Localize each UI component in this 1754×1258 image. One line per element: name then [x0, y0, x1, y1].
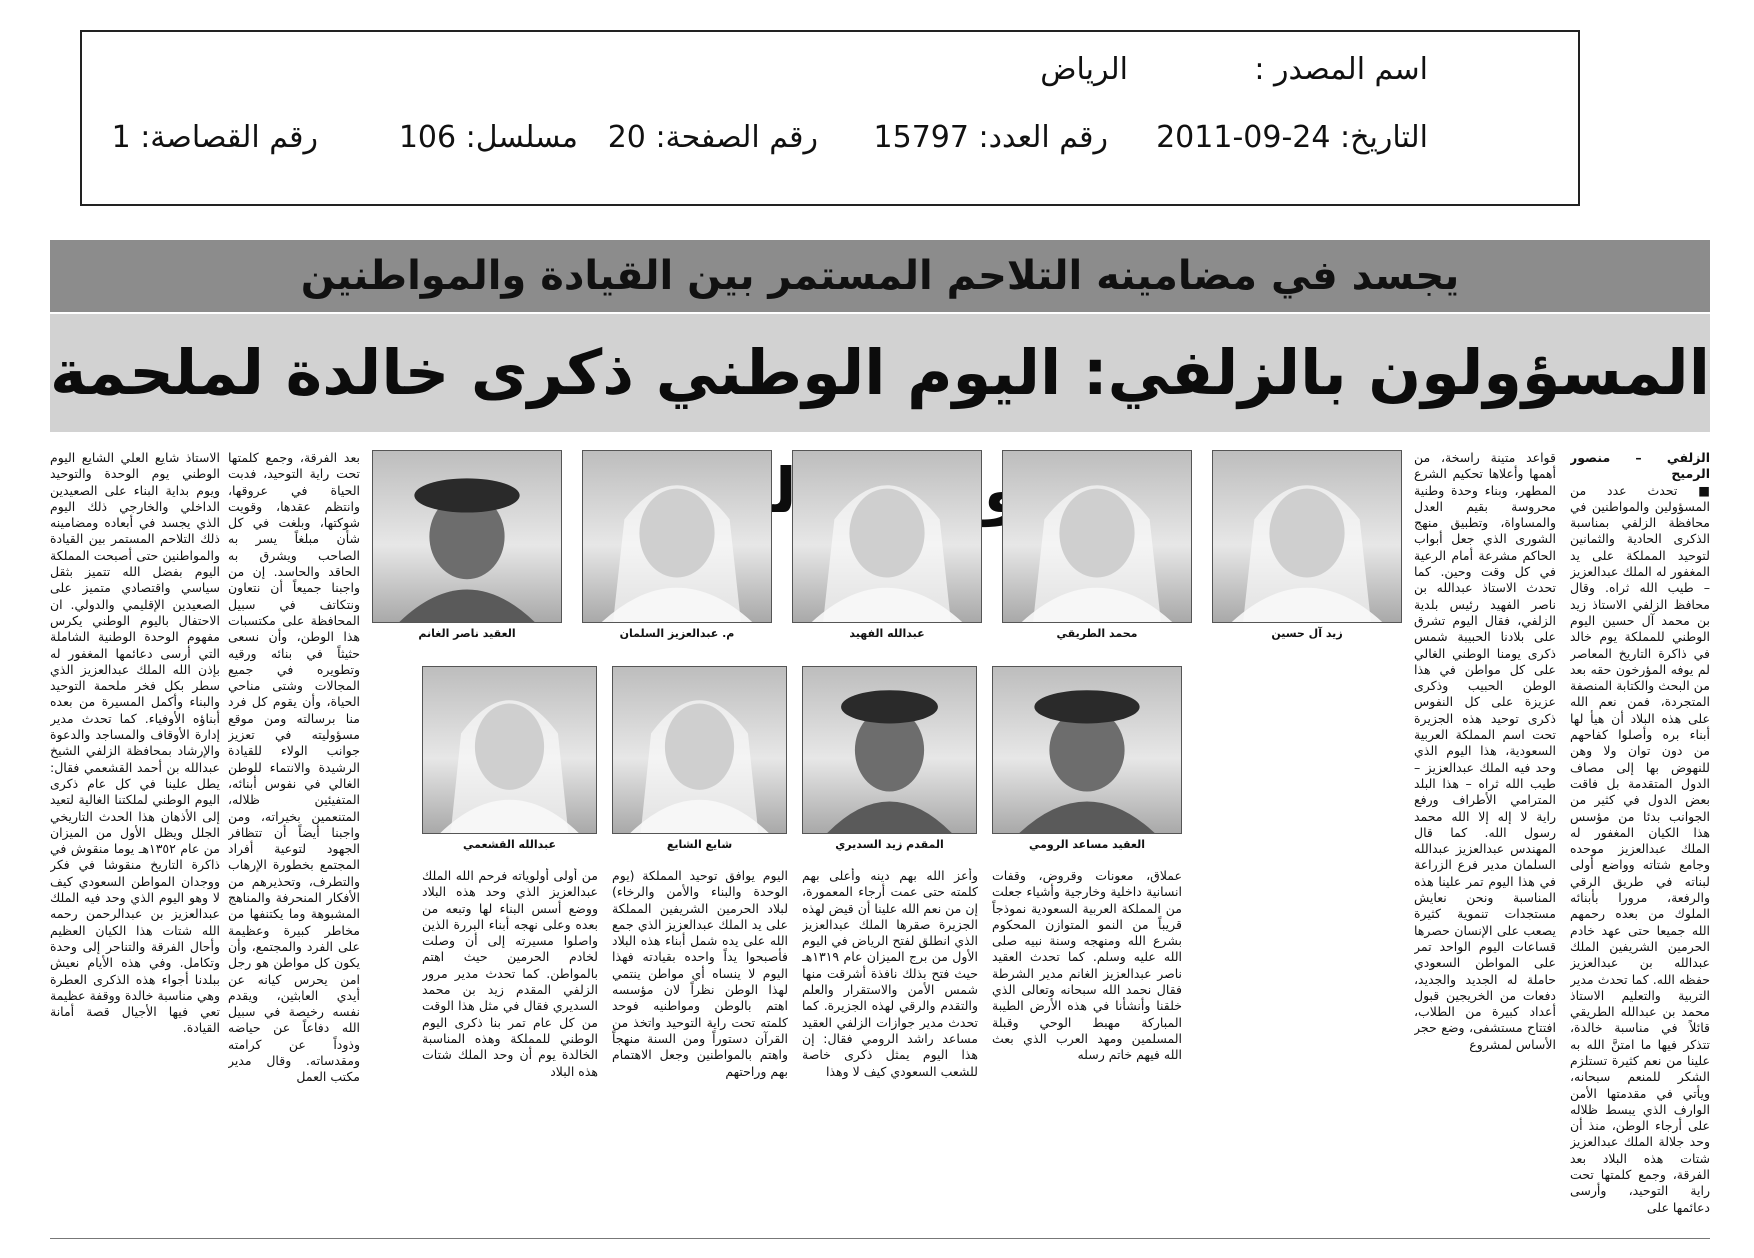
article-column-left-2 [228, 450, 360, 1236]
photo-caption: م. عبدالعزيز السلمان [619, 627, 735, 640]
column-text: ■ تحدث عدد من المسؤولين والمواطنين في محافظة الزلفي بمناسبة الذكرى الحادية والثمانين لتوحيد المملكة على يد المغفور له الملك عبدالعزيز – طيب الله ثراه. وقال محافظ الزلفي الاستاذ زيد بن محمد آل حسين اليوم الوطني للمملكة يوم خالد في ذاكرة التاريخ المعاصر لم يوفه المؤرخون حقه بعد من البحث والكتابة المنصفة المتجردة، فمن نعم الله على هذه البلاد أن هيأ لها أبناء بره وأصلوا كفاحهم من دون توان ولا وهن للنهوض بها إلى مصاف الدول المتقدمة بل فاقت بعض الدول في كثير من الجوانب بدئا من مؤسس هذا الكيان المغفور له الملك عبدالعزيز موحده وجامع شتاته وواضع أولى لبناته في طريق الرقي والرفعة، مرورا بأبنائه الملوك من بعده رحمهم الله جميعا حتى عهد خادم الحرمين الشريفين الملك عبدالله بن عبدالعزيز حفظه الله. كما تحدث مدير التربية والتعليم الاستاذ محمد بن عبدالله الطريقي قائلاً في مناسبة خالدة، تتذكر فيها ما امتنَّ الله به علينا من نعم كثيرة تستلزم الشكر للمنعم سبحانه، ويأتي في مقدمتها الأمن الوارف الذي يبسط ظلاله على أرجاء الوطن، منذ أن وحد جلالة الملك عبدالعزيز شتات هذه البلاد بعد الفرقة، وجمع كلمتها تحت راية التوحيد، وأرسى دعائمها على [1570, 482, 1710, 1215]
photo-caption: العقيد مساعد الرومي [1028, 838, 1146, 851]
portrait-photo [802, 666, 977, 856]
serial-field: مسلسل: 106 [398, 120, 578, 155]
kicker-text: يجسد في مضامينه التلاحم المستمر بين القيادة والمواطنين [300, 253, 1460, 299]
portrait-image [372, 450, 562, 623]
portrait-image [992, 666, 1182, 834]
headline-text: المسؤولون بالزلفي: اليوم الوطني ذكرى خالدة لملحمة التوحيد [50, 336, 1710, 527]
column-text: من أولى أولوياته فرحم الله الملك عبدالعزيز الذي وحد هذه البلاد ووضع أسس البناء لها وتبعه من بعده وعلى نهجه أبناء البررة الذين واصلوا مسيرته إلى أن وصلت لخادم الحرمين حيث اهتم بالمواطن. كما تحدث مدير مرور الزلفي المقدم زيد بن محمد السديري فقال في مثل هذا الوقت من كل عام تمر بنا ذكرى اليوم الوطني للمملكة وهذه المناسبة الخالدة يوم أن وحد الملك شتات هذه البلاد [422, 868, 598, 1079]
article-column-bottom-3 [612, 868, 788, 1236]
article-column-bottom-1 [992, 868, 1182, 1236]
portrait-photo [372, 450, 562, 645]
photo-caption: عبدالله القشعمي [463, 838, 556, 851]
article-column-right-1 [1570, 450, 1710, 1236]
source-value: الرياض [1040, 52, 1128, 87]
bottom-rule [50, 1238, 1710, 1239]
column-text: بعد الفرقة، وجمع كلمتها تحت راية التوحيد، فدبت الحياة في عروقها، وانتظم عقدها، وقويت شوكتها، وبلغت في كل شأن مبلغاً يسر به الصاحب ويشرق به الحاقد والحاسد. إن من واجبنا جميعاً أن نتعاون ونتكاتف في سبيل المحافظة على مكتسبات هذا الوطن، وأن نسعى حثيثاً في بنائه ورقيه وتطويره في جميع المجالات وشتى مناحي الحياة، وأن يقوم كل فرد منا برسالته ومن موقع مسؤوليته في تعزيز جوانب الولاء للقيادة الرشيدة والانتماء للوطن الغالي في نفوس أبنائه، المتفيئين ظلاله، المتنعمين بخيراته، ومن واجبنا أيضاً أن تتظافر الجهود لتوعية أفراد المجتمع بخطورة الإرهاب والتطرف، وتحذيرهم من الأفكار المنحرفة والمناهج المشبوهة وما يكتنفها من مخاطر كبيرة وعظيمة على الفرد والمجتمع، وأن يكون كل مواطن هو رجل امن يحرس كيانه عن أيدي العابثين، ويقدم نفسه رخيصة في سبيل الله دفاعاً عن حياضه وذوداً عن كرامته ومقدساته. وقال مدير مكتب العمل [228, 450, 360, 1085]
portrait-photo [422, 666, 597, 856]
photo-caption: زيد آل حسين [1271, 627, 1343, 640]
portrait-photo [1002, 450, 1192, 645]
column-text: قواعد متينة راسخة، من أهمها وأعلاها تحكيم الشرع المطهر، وبناء وحدة وطنية محروسة بقيم العدل والمساواة، وتطبيق منهج الشورى الذي جعل أبواب الحاكم مشرعة أمام الرعية في كل وقت وحين. كما تحدث الاستاذ عبدالله بن ناصر الفهيد رئيس بلدية الزلفي، فقال اليوم تشرق على بلادنا الحبيبة شمس ذكرى يومنا الوطني الغالي على كل مواطن في هذا الوطن الحبيب وذكرى عزيزة على كل النفوس ذكرى توحيد هذه الجزيرة تحت اسم المملكة العربية السعودية، هذا اليوم الذي وحد فيه الملك عبدالعزيز – طيب الله ثراه – هذا البلد المترامي الأطراف ورفع راية لا إله إلا الله محمد رسول الله. كما قال المهندس عبدالعزيز عبدالله السلمان مدير فرع الزراعة في هذا اليوم تمر علينا هذه المناسبة ونحن نعايش مستجدات تنموية كثيرة يصعب على الإنسان حصرها قساعات اليوم الواحد تمر على المواطن السعودي حاملة له الجديد والجديد، دفعات من الخريجين قبول أعداد كبيرة من الطلاب، افتتاح مستشفى، وضع حجر الأساس لمشروع [1414, 450, 1556, 1052]
portrait-image [792, 450, 982, 623]
byline: الزلفي – منصور الرميح [1570, 450, 1710, 482]
photo-caption: المقدم زيد السديري [835, 838, 944, 851]
photo-caption: العقيد ناصر الغانم [418, 627, 516, 640]
article-column-right-2 [1414, 450, 1556, 1236]
portrait-image [422, 666, 597, 834]
column-text: وأعز الله بهم دينه وأعلى بهم كلمته حتى عمت أرجاء المعمورة، إن من نعم الله علينا أن قيض لهذه الجزيرة صقرها الملك عبدالعزيز الذي انطلق لفتح الرياض في اليوم الأول من برج الميزان عام ١٣١٩هـ حيث فتح بذلك نافذة أشرقت منها شمس الأمن والاستقرار والعلم والتقدم والرقي لهذه الجزيرة. كما تحدث مدير جوازات الزلفي العقيد مساعد راشد الرومي فقال: إن هذا اليوم يمثل ذكرى خاصة للشعب السعودي كيف لا وهذا [802, 868, 978, 1079]
kicker-banner [50, 240, 1710, 312]
portrait-photo [582, 450, 772, 645]
photo-caption: عبدالله الفهيد [849, 627, 925, 640]
column-text: الاستاذ شايع العلي الشايع اليوم الوطني يوم الوحدة والتوحيد ويوم بداية البناء على الصعيدين الداخلي والخارجي ذلك اليوم الذي يجسد في أبعاده ومضامينه ذلك التلاحم المستمر بين القيادة والمواطنين حتى أصبحت المملكة اليوم بفضل الله تتميز بثقل سياسي واقتصادي متميز على الصعيدين الإقليمي والدولي. ان الاحتفال باليوم الوطني يكرس مفهوم الوحدة الوطنية الشاملة التي أرسى دعائمها المغفور له بإذن الله الملك عبدالعزيز الذي سطر بكل فخر ملحمة التوحيد والبناء وأكمل المسيرة من بعده أبناؤه الأوفياء. كما تحدث مدير إدارة الأوقاف والمساجد والدعوة والإرشاد بمحافظة الزلفي الشيخ عبدالله بن أحمد القشعمي فقال: يطل علينا في كل عام ذكرى اليوم الوطني لملكتنا الغالية لتعيد إلى الأذهان هذا الحدث التاريخي الجلل ويظل الأول من الميزان من عام ١٣٥٢هـ يوما منقوش في ذاكرة التاريخ منقوشا في فكر ووجدان المواطن السعودي كيف لا وهو اليوم الذي وحد فيه الملك عبدالعزيز بن عبدالرحمن رحمه الله شتات هذا الكيان العظيم وأحال الفرقة والتناحر إلى وحدة وتكامل. وفي هذه الأيام نعيش ببلدنا أجواء هذه الذكرى العطرة وهي مناسبة خالدة ووقفة عظيمة تعي فيها الأجيال قصة أمانة القيادة. [50, 450, 220, 1036]
column-text: عملاق، معونات وقروض، وقفات انسانية داخلية وخارجية وأشياء جعلت من المملكة العربية السعودية نموذجاً قريباً من النمو المتوازن المحكوم بشرع الله ومنهجه وسنة نبيه صلى الله عليه وسلم. كما تحدث العقيد ناصر عبدالعزيز الغانم مدير الشرطة فقال نحمد الله سبحانه وتعالى الذي خلقنا وأنشأنا في هذه الأرض الطيبة المباركة مهبط الوحي وقبلة المسلمين ومهد العرب الذي بعث الله فيهم خاتم رسله [992, 868, 1182, 1063]
column-text: اليوم يوافق توحيد المملكة (يوم الوحدة والبناء والأمن والرخاء) لبلاد الحرمين الشريفين المملكة على يد الملك عبدالعزيز الذي جمع الله على يده شمل أبناء هذه البلاد فأصبحوا يداً واحده بقيادته فهذا اليوم لا ينساه أي مواطن ينتمي لهذا الوطن نظراً لان مؤسسه اهتم بالوطن ومواطنيه فوحد كلمته تحت راية التوحيد واتخذ من القرآن دستوراً ومن السنة منهجاً واهتم بالمواطنين وجعل الاهتمام بهم وراحتهم [612, 868, 788, 1079]
source-info-box [80, 30, 1580, 206]
portrait-photo [992, 666, 1182, 856]
portrait-image [1212, 450, 1402, 623]
date-field: التاريخ: 24-09-2011 [1156, 120, 1428, 155]
source-label: اسم المصدر : [1254, 52, 1428, 87]
portrait-image [582, 450, 772, 623]
portrait-image [1002, 450, 1192, 623]
photo-caption: شايع الشايع [666, 838, 733, 851]
page-number-field: رقم الصفحة: 20 [607, 120, 818, 155]
article-column-left-1 [50, 450, 220, 1236]
issue-number-field: رقم العدد: 15797 [873, 120, 1108, 155]
article-column-bottom-4 [422, 868, 598, 1236]
newspaper-clipping [40, 236, 1720, 1241]
portrait-image [612, 666, 787, 834]
portrait-image [802, 666, 977, 834]
article-column-bottom-2 [802, 868, 978, 1236]
portrait-photo [612, 666, 787, 856]
photo-caption: محمد الطريقي [1056, 627, 1138, 640]
portrait-photo [792, 450, 982, 645]
portrait-photo [1212, 450, 1402, 645]
clip-number-field: رقم القصاصة: 1 [111, 120, 318, 155]
